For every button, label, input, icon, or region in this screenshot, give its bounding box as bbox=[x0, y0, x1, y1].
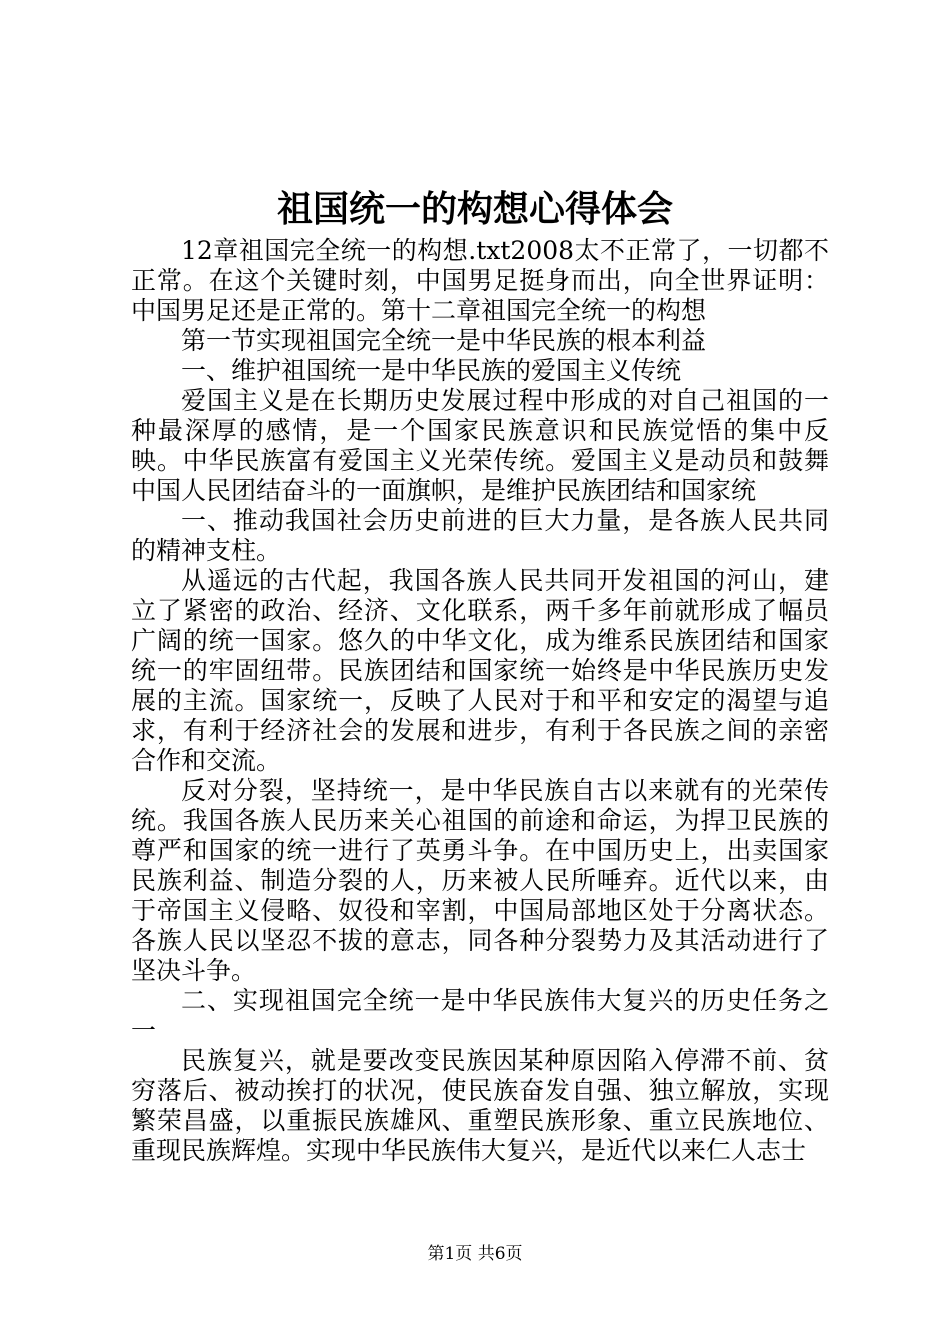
page-number-footer: 第1页 共6页 bbox=[427, 1244, 523, 1264]
paragraph: 12章祖国完全统一的构想.txt2008太不正常了，一切都不正常。在这个关键时刻，中国男足挺身而出，向全世界证明：中国男足还是正常的。第十二章祖国完全统一的构想 bbox=[131, 236, 829, 325]
page-title: 祖国统一的构想心得体会 bbox=[276, 188, 673, 230]
document-body bbox=[131, 236, 829, 1166]
subsection-heading: 二、实现祖国完全统一是中华民族伟大复兴的历史任务之一 bbox=[131, 986, 829, 1045]
paragraph: 一、推动我国社会历史前进的巨大力量，是各族人民共同的精神支柱。 bbox=[131, 506, 829, 565]
subsection-heading: 一、维护祖国统一是中华民族的爱国主义传统 bbox=[181, 356, 682, 385]
paragraph: 爱国主义是在长期历史发展过程中形成的对自己祖国的一种最深厚的感情，是一个国家民族意识和民族觉悟的集中反映。中华民族富有爱国主义光荣传统。爱国主义是动员和鼓舞中国人民团结奋斗的一面旗帜，是维护民族团结和国家统 bbox=[131, 386, 829, 505]
section-heading: 第一节实现祖国完全统一是中华民族的根本利益 bbox=[181, 326, 707, 355]
paragraph: 从遥远的古代起，我国各族人民共同开发祖国的河山，建立了紧密的政治、经济、文化联系，两千多年前就形成了幅员广阔的统一国家。悠久的中华文化，成为维系民族团结和国家统一的牢固纽带。民族团结和国家统一始终是中华民族历史发展的主流。国家统一，反映了人民对于和平和安定的渴望与追求，有利于经济社会的发展和进步，有利于各民族之间的亲密合作和交流。 bbox=[131, 566, 829, 775]
paragraph: 民族复兴，就是要改变民族因某种原因陷入停滞不前、贫穷落后、被动挨打的状况，使民族奋发自强、独立解放，实现繁荣昌盛，以重振民族雄风、重塑民族形象、重立民族地位、重现民族辉煌。实现中华民族伟大复兴，是近代以来仁人志士 bbox=[131, 1046, 829, 1165]
paragraph: 反对分裂，坚持统一，是中华民族自古以来就有的光荣传统。我国各族人民历来关心祖国的前途和命运，为捍卫民族的尊严和国家的统一进行了英勇斗争。在中国历史上，出卖国家民族利益、制造分裂的人，历来被人民所唾弃。近代以来，由于帝国主义侵略、奴役和宰割，中国局部地区处于分离状态。各族人民以坚忍不拔的意志，同各种分裂势力及其活动进行了坚决斗争。 bbox=[131, 776, 829, 985]
